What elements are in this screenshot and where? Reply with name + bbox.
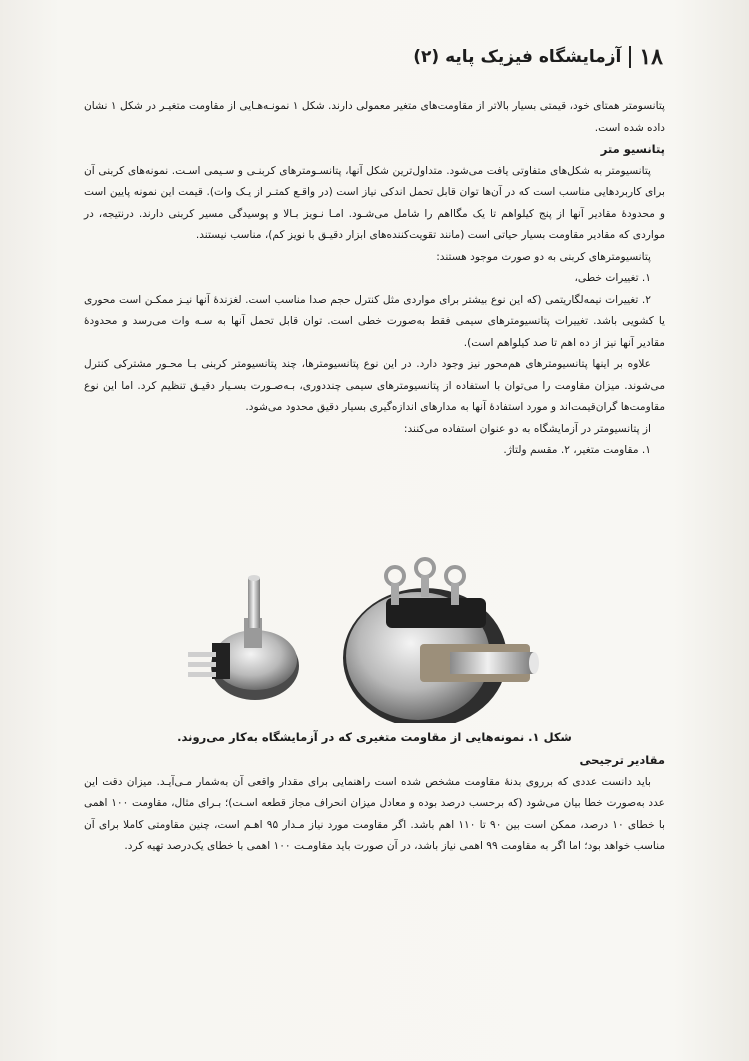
section-heading-potentiometer: پتانسیو متر (600, 142, 665, 156)
list-item-uses: ۱. مقاومت متغیر، ۲. مقسم ولتاژ. (503, 444, 651, 456)
preferred-values-section (84, 750, 665, 858)
section-heading-preferred-values: مقادیر ترجیحی (579, 753, 665, 767)
page-number: ۱۸ (639, 44, 663, 70)
book-title: آزمایشگاه فیزیک پایه (۲) (413, 47, 622, 67)
paragraph-tolerance: باید دانست عددی که برروی بدنهٔ مقاومت مشخص شده است راهنمایی برای مقدار واقعی آن به‌شمار مـی‌آیـد. میزان دقت این عدد به‌صورت خطا بیان می‌شود (که برحسب درصد بوده و معادل میزان انحراف مجاز قطعه اسـت)؛ بـرای مثال، مقاومت ۱۰۰ اهمی با خطای ۱۰ درصد، ممکن است بین ۹۰ تا ۱۱۰ اهم باشد. اگر مقاومت مورد نیاز مـدار ۹۵ اهـم است، چنین مقاومتی کاملا برای آن مناسب خواهد بود؛ اما اگر به مقاومت ۹۹ اهمی نیاز باشد، در آن صورت باید مقاومـت ۱۰۰ اهمی با خطای یک‌درصد تهیه کرد. (84, 775, 665, 852)
paragraph-types: پتانسیومتر به شکل‌های متفاوتی یافت می‌شود. متداول‌ترین شکل آنها، پتانسـومترهای کربنـی و سـیمی اسـت. نمونه‌های کربنی آن برای کاربردهایی مناسب است که در آن‌ها توان قابل تحمل اندکی نیاز است (در واقـع کمتـر از یـک وات). قیمت این نمونه پایین است و محدودهٔ مقادیر آنها از پنج کیلواهم تا یک مگااهم را شامل می‌شـود. امـا نـویز بـالا و پوسیدگی مسیر کربنی دارند. درنتیجه، در مواردی که مقادیر مقاومت بسیار حیاتی است (مانند تقویت‌کننده‌های ابزار دقیـق با نویز کم)، مناسب نیستند. (84, 164, 665, 241)
small-potentiometer-icon (188, 575, 299, 700)
list-item-semilog: ۲. تغییرات نیمه‌لگاریتمی (که این نوع بیشتر برای مواردی مثل کنترل حجم صدا مناسب است. لغزندهٔ آنها نیـز ممکـن است محوری یا کشویی باشد. تغییرات پتانسیومترهای سیمی فقط به‌صورت خطی است. توان قابل تحمل آنها به سـه وات می‌رسد و محدودهٔ مقادیر آنها نیز از ده اهم تا صد کیلواهم است). (84, 293, 665, 349)
paragraph-lab-uses: از پتانسیومتر در آزمایشگاه به دو عنوان استفاده می‌کنند: (403, 422, 651, 435)
large-potentiometer-icon (343, 559, 539, 723)
page-header (413, 44, 663, 70)
potentiometer-figure (150, 548, 550, 723)
paragraph-coaxial: علاوه بر اینها پتانسیومترهای هم‌محور نیز وجود دارد. در این نوع پتانسیومترها، چند پتانسیومتر کربنی بـا محـور مشترکی کنترل می‌شوند. میزان مقاومت را می‌توان با استفاده از پتانسیومترهای سیمی چنددوری، بـه‌صـورت بسـیار دقیـق تنظیم کرد. اما این نوع مقاومت‌ها گران‌قیمت‌اند و مورد استفادهٔ آنها به مدارهای اندازه‌گیری بسیار دقیق محدود می‌شود. (84, 358, 665, 413)
paragraph-carbon-forms: پتانسیومترهای کربنی به دو صورت موجود هستند: (436, 250, 651, 263)
list-item-linear: ۱. تغییرات خطی، (574, 272, 651, 284)
main-text (84, 96, 665, 462)
intro-paragraph: پتانسومتر همتای خود، قیمتی بسیار بالاتر از مقاومت‌های متغیر معمولی دارند. شکل ۱ نمونـه‌هـایی از مقاومت متغیـر در شکل ۱ نشان داده شده است. (84, 100, 665, 134)
figure-caption: شکل ۱. نمونه‌هایی از مقاومت متغیری که در آزمایشگاه به‌کار می‌روند. (177, 730, 572, 744)
header-divider (629, 46, 631, 68)
